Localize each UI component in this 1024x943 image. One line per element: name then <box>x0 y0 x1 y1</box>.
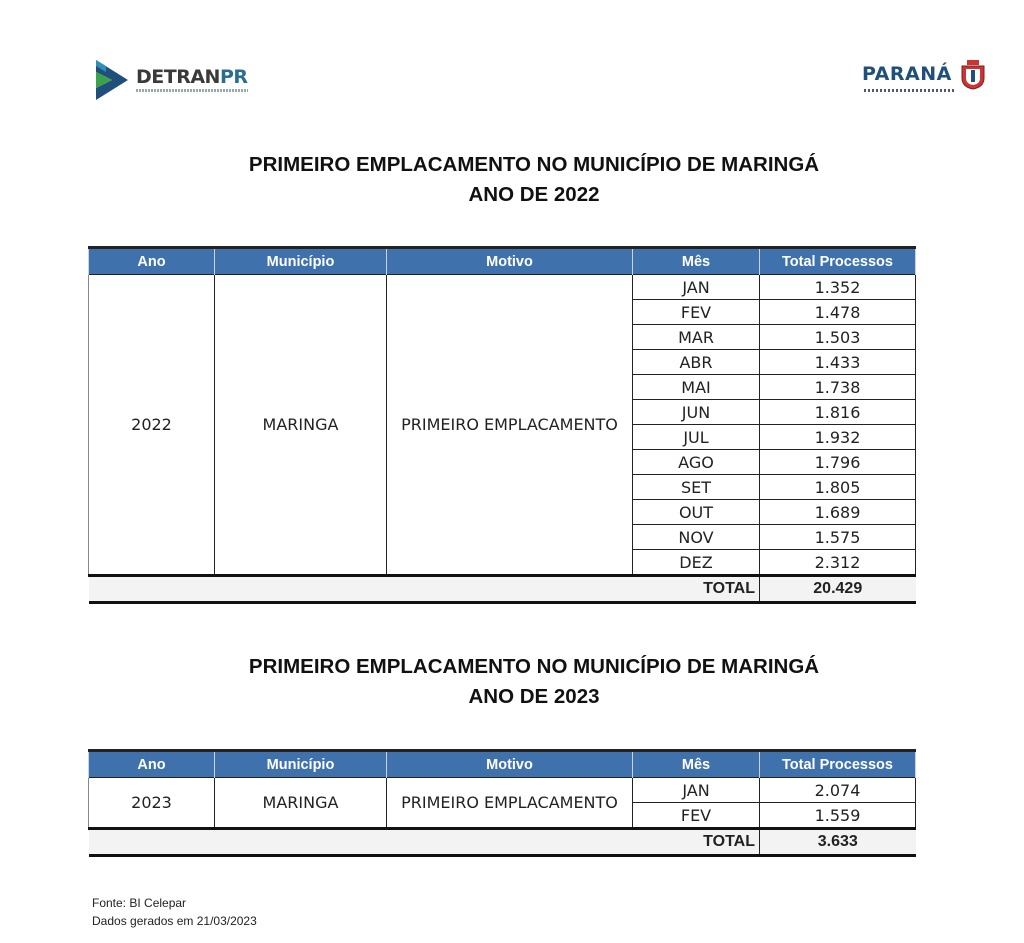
cell-total: 1.478 <box>760 300 916 325</box>
cell-total: 1.816 <box>760 400 916 425</box>
detran-logo <box>92 58 262 104</box>
cell-motivo: PRIMEIRO EMPLACAMENTO <box>387 778 633 829</box>
cell-mes: DEZ <box>633 550 760 576</box>
cell-ano: 2022 <box>89 275 215 576</box>
cell-mes: MAI <box>633 375 760 400</box>
cell-mes: NOV <box>633 525 760 550</box>
col-header-ano: Ano <box>89 751 215 778</box>
cell-mes: JAN <box>633 275 760 300</box>
cell-total: 2.074 <box>760 778 916 803</box>
cell-total: 1.352 <box>760 275 916 300</box>
footer-source: Fonte: BI Celepar <box>92 896 187 910</box>
section-title-2022 <box>0 150 1024 210</box>
title-line-2: ANO DE 2022 <box>468 183 600 206</box>
cell-mes: MAR <box>633 325 760 350</box>
footer-generated-date: Dados gerados em 21/03/2023 <box>92 914 257 928</box>
parana-logo-subtitle <box>864 89 956 92</box>
cell-total: 2.312 <box>760 550 916 576</box>
detran-logo-text: DETRANPR <box>136 66 248 88</box>
total-value: 20.429 <box>760 576 916 603</box>
title-line-1: PRIMEIRO EMPLACAMENTO NO MUNICÍPIO DE MARINGÁ <box>248 153 820 176</box>
parana-logo-text: PARANÁ <box>862 63 952 85</box>
total-label: TOTAL <box>89 576 760 603</box>
cell-ano: 2023 <box>89 778 215 829</box>
cell-mes: AGO <box>633 450 760 475</box>
col-header-total-processos: Total Processos <box>760 248 916 275</box>
cell-mes: JAN <box>633 778 760 803</box>
cell-mes: FEV <box>633 803 760 829</box>
cell-mes: ABR <box>633 350 760 375</box>
total-value: 3.633 <box>760 829 916 856</box>
cell-total: 1.559 <box>760 803 916 829</box>
detran-logo-subtitle <box>136 89 248 92</box>
cell-mes: JUL <box>633 425 760 450</box>
title-line-2: ANO DE 2023 <box>468 685 600 708</box>
table-row <box>89 275 916 300</box>
total-row <box>89 576 916 603</box>
table-header-row <box>89 248 916 275</box>
col-header-mes: Mês <box>633 248 760 275</box>
col-header-total-processos: Total Processos <box>760 751 916 778</box>
detran-arrow-icon <box>92 58 132 102</box>
cell-total: 1.433 <box>760 350 916 375</box>
total-label: TOTAL <box>89 829 760 856</box>
col-header-municipio: Município <box>215 751 387 778</box>
cell-mes: OUT <box>633 500 760 525</box>
total-row <box>89 829 916 856</box>
cell-total: 1.932 <box>760 425 916 450</box>
cell-motivo: PRIMEIRO EMPLACAMENTO <box>387 275 633 576</box>
cell-mes: FEV <box>633 300 760 325</box>
col-header-municipio: Município <box>215 248 387 275</box>
cell-mes: SET <box>633 475 760 500</box>
table-2022 <box>88 246 916 604</box>
cell-total: 1.805 <box>760 475 916 500</box>
cell-total: 1.796 <box>760 450 916 475</box>
table-2023 <box>88 749 916 857</box>
col-header-mes: Mês <box>633 751 760 778</box>
parana-coat-of-arms-icon <box>960 60 986 90</box>
cell-total: 1.575 <box>760 525 916 550</box>
col-header-ano: Ano <box>89 248 215 275</box>
cell-municipio: MARINGA <box>215 778 387 829</box>
parana-logo <box>860 58 990 100</box>
cell-total: 1.689 <box>760 500 916 525</box>
table-row <box>89 778 916 803</box>
col-header-motivo: Motivo <box>387 751 633 778</box>
section-title-2023 <box>0 652 1024 712</box>
cell-total: 1.738 <box>760 375 916 400</box>
cell-total: 1.503 <box>760 325 916 350</box>
cell-municipio: MARINGA <box>215 275 387 576</box>
footer <box>92 894 257 930</box>
col-header-motivo: Motivo <box>387 248 633 275</box>
table-header-row <box>89 751 916 778</box>
title-line-1: PRIMEIRO EMPLACAMENTO NO MUNICÍPIO DE MARINGÁ <box>248 655 820 678</box>
cell-mes: JUN <box>633 400 760 425</box>
